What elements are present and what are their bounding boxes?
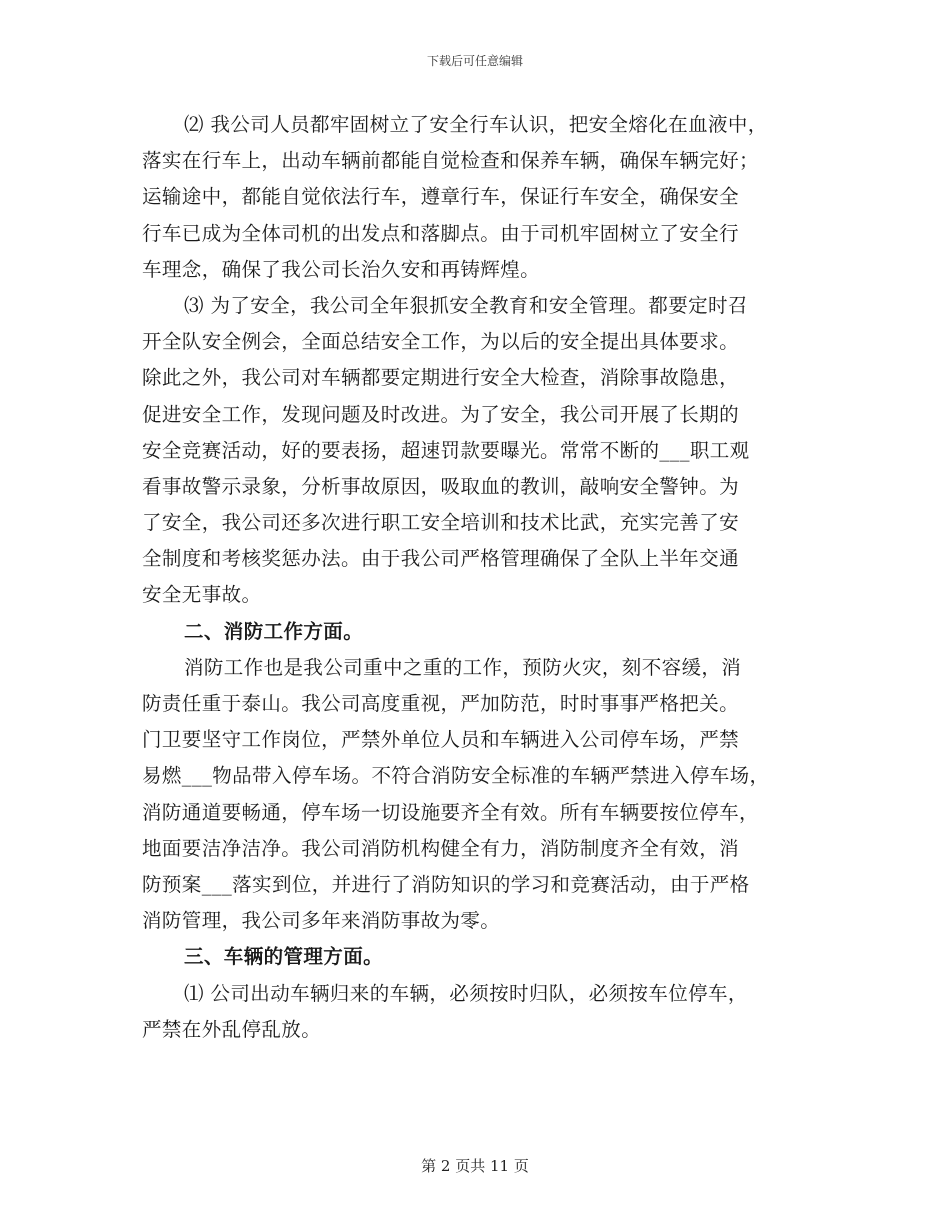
paragraph-line: 防预案___落实到位，并进行了消防知识的学习和竞赛活动，由于严格: [142, 872, 750, 896]
paragraph-line: 行车已成为全体司机的出发点和落脚点。由于司机牢固树立了安全行: [142, 221, 740, 245]
paragraph-line: 了安全，我公司还多次进行职工安全培训和技术比武，充实完善了安: [142, 511, 740, 535]
paragraph-line: 落实在行车上，出动车辆前都能自觉检查和保养车辆，确保车辆完好；: [142, 149, 759, 173]
section-heading-vehicles: 三、车辆的管理方面。: [184, 945, 384, 969]
paragraph-line: ⑵ 我公司人员都牢固树立了安全行车认识，把安全熔化在血液中，: [184, 113, 768, 136]
paragraph-line: 运输途中，都能自觉依法行车，遵章行车，保证行车安全，确保安全: [142, 185, 740, 209]
paragraph-line: 严禁在外乱停乱放。: [142, 1017, 322, 1041]
paragraph-line: 门卫要坚守工作岗位，严禁外单位人员和车辆进入公司停车场，严禁: [142, 728, 740, 752]
paragraph-line: 消防管理，我公司多年来消防事故为零。: [142, 909, 501, 933]
document-body: [142, 107, 810, 1048]
paragraph-line: 开全队安全例会，全面总结安全工作，为以后的安全提出具体要求。: [142, 330, 740, 354]
paragraph-line: 全制度和考核奖惩办法。由于我公司严格管理确保了全队上半年交通: [142, 547, 740, 571]
page-number: 第 2 页共 11 页: [421, 1157, 529, 1175]
paragraph-line: 消防工作也是我公司重中之重的工作，预防火灾，刻不容缓，消: [184, 655, 742, 679]
paragraph-line: 看事故警示录象，分析事故原因，吸取血的教训，敲响安全警钟。为: [142, 474, 740, 498]
paragraph-line: 安全无事故。: [142, 583, 262, 607]
paragraph-line: 易燃___物品带入停车场。不符合消防安全标准的车辆严禁进入停车场，: [142, 764, 770, 788]
paragraph-line: 促进安全工作，发现问题及时改进。为了安全，我公司开展了长期的: [142, 402, 740, 426]
paragraph-line: 防责任重于泰山。我公司高度重视，严加防范，时时事事严格把关。: [142, 692, 740, 715]
paragraph-line: ⑶ 为了安全，我公司全年狠抓安全教育和安全管理。都要定时召: [184, 293, 748, 317]
paragraph-line: 地面要洁净洁净。我公司消防机构健全有力，消防制度齐全有效，消: [142, 836, 740, 860]
paragraph-line: ⑴ 公司出动车辆归来的车辆，必须按时归队，必须按车位停车，: [184, 981, 748, 1005]
paragraph-line: 除此之外，我公司对车辆都要定期进行安全大检查，消除事故隐患，: [142, 366, 740, 390]
paragraph-line: 消防通道要畅通，停车场一切设施要齐全有效。所有车辆要按位停车，: [142, 800, 759, 824]
section-heading-fire: 二、消防工作方面。: [184, 619, 364, 643]
paragraph-line: 安全竞赛活动，好的要表扬，超速罚款要曝光。常常不断的___职工观: [142, 438, 750, 462]
paragraph-line: 车理念，确保了我公司长治久安和再铸辉煌。: [142, 257, 541, 281]
page-header: 下载后可任意编辑: [426, 54, 523, 68]
